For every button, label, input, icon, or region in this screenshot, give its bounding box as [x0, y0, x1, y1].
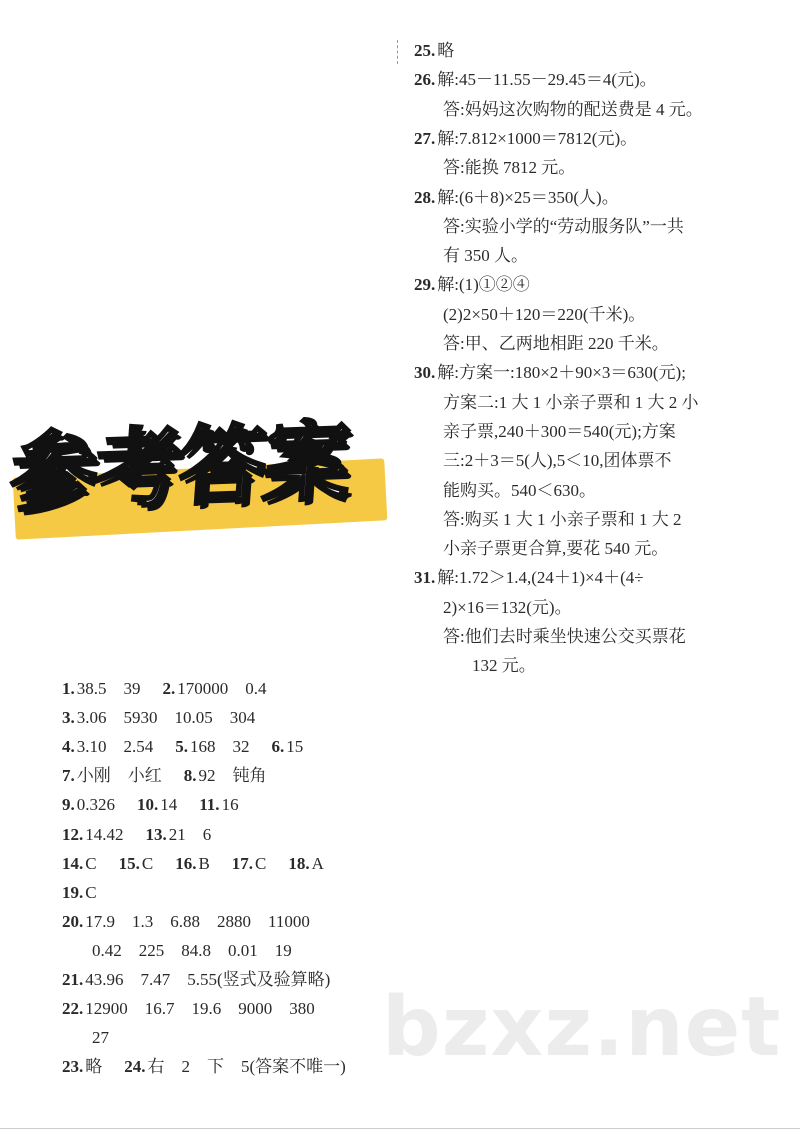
answer-line: [62, 998, 337, 1020]
answer-text: 解:45－11.55－29.45＝4(元)。: [437, 70, 657, 90]
answer-text: 16: [221, 795, 239, 815]
question-number: 29.: [414, 275, 436, 295]
answer-line: [62, 824, 233, 846]
answer-text: 27: [92, 1028, 109, 1048]
answer-item: [119, 854, 154, 873]
answer-line: [443, 597, 594, 619]
answer-line: [414, 567, 666, 589]
answer-line: [443, 304, 667, 326]
question-number: 7.: [62, 766, 75, 786]
answer-item: [92, 1028, 109, 1047]
answer-text: 小刚 小红: [76, 766, 162, 786]
answer-item: [443, 100, 703, 119]
answer-item: [272, 737, 304, 756]
question-number: 3.: [62, 708, 75, 728]
question-number: 1.: [62, 679, 75, 698]
answer-item: [443, 217, 684, 236]
answer-text: 21 6: [168, 824, 212, 844]
answer-text: C: [141, 853, 154, 873]
question-number: 5.: [175, 737, 188, 757]
answer-line: [62, 969, 352, 991]
answer-line: [443, 333, 691, 355]
answer-text: C: [255, 853, 267, 873]
answer-text: 92 钝角: [198, 766, 267, 786]
answer-item: [62, 854, 97, 873]
question-number: 31.: [414, 568, 436, 588]
answer-item: [414, 129, 637, 148]
question-number: 16.: [175, 853, 197, 873]
answer-text: 解:(6＋8)×25＝350(人)。: [437, 187, 619, 207]
question-number: 24.: [124, 1057, 146, 1077]
answer-item: [443, 305, 645, 324]
answer-line: [443, 626, 708, 648]
answer-text: 能购买。540＜630。: [443, 480, 596, 500]
answer-item: [62, 912, 310, 931]
question-number: 2.: [162, 679, 176, 698]
question-number: 21.: [62, 970, 84, 989]
answer-text: C: [85, 853, 97, 873]
answer-text: 答:实验小学的“劳动服务队”一共: [443, 216, 684, 236]
answer-text: C: [85, 882, 97, 902]
answer-item: [62, 825, 124, 844]
answer-text: 右 2 下 5(答案不唯一): [147, 1057, 346, 1077]
question-number: 27.: [414, 128, 436, 148]
answer-line: [414, 362, 708, 384]
answer-text: 43.96 7.47 5.55(竖式及验算略): [85, 970, 331, 989]
answer-item: [414, 363, 686, 382]
answer-text: 答:甲、乙两地相距 220 千米。: [443, 334, 669, 353]
answer-line: [92, 1027, 131, 1049]
answer-line: [92, 940, 314, 962]
answer-line: [62, 678, 289, 700]
answer-text: 2)×16＝132(元)。: [443, 597, 572, 617]
question-number: 15.: [118, 853, 140, 873]
question-number: 9.: [62, 795, 75, 815]
answer-text: B: [198, 853, 210, 873]
answer-text: 14.42: [85, 824, 124, 844]
answer-line: [62, 765, 289, 787]
answer-line: [443, 450, 694, 472]
answer-item: [62, 737, 153, 756]
answer-line: [62, 1056, 368, 1078]
answer-text: A: [311, 853, 324, 873]
answer-item: [414, 275, 530, 294]
answer-line: [414, 128, 659, 150]
answer-text: 解:方案一:180×2＋90×3＝630(元);: [437, 363, 686, 383]
answer-item: [62, 679, 141, 698]
question-number: 11.: [199, 795, 220, 815]
answer-item: [443, 422, 676, 441]
answer-item: [443, 627, 686, 646]
answer-line: [443, 538, 690, 560]
answer-line: [443, 480, 618, 502]
answer-item: [414, 41, 454, 60]
answer-item: [414, 70, 657, 89]
answer-item: [443, 510, 681, 529]
answer-item: [443, 598, 572, 617]
question-number: 6.: [271, 737, 285, 757]
answer-item: [92, 941, 292, 960]
answer-line: [443, 216, 706, 238]
column-divider: [397, 40, 398, 64]
answer-line: [443, 99, 725, 121]
question-number: 10.: [137, 795, 159, 815]
answer-item: [62, 883, 97, 902]
answer-text: 答:妈妈这次购物的配送费是 4 元。: [443, 99, 703, 119]
answer-line: [443, 245, 550, 267]
answer-text: 14: [160, 795, 178, 815]
answer-key-banner: [8, 398, 408, 548]
question-number: 25.: [414, 41, 436, 60]
question-number: 19.: [62, 882, 84, 902]
answer-item: [443, 539, 668, 558]
answer-text: 有 350 人。: [443, 246, 528, 266]
page-title: 参考答案: [7, 412, 352, 524]
answer-item: [288, 854, 324, 873]
question-number: 20.: [62, 911, 84, 931]
answer-line: [443, 509, 703, 531]
answer-text: 38.5 39: [76, 679, 141, 698]
answer-item: [62, 708, 255, 727]
answer-line: [62, 736, 325, 758]
answer-item: [199, 795, 238, 814]
answer-text: 略: [85, 1057, 103, 1077]
answer-item: [443, 334, 669, 353]
answer-text: 0.42 225 84.8 0.01 19: [92, 940, 292, 960]
answer-text: 三:2＋3＝5(人),5＜10,团体票不: [443, 451, 672, 471]
answer-text: 答:他们去时乘坐快速公交买票花: [443, 627, 686, 646]
answer-item: [146, 825, 212, 844]
answer-item: [443, 158, 575, 177]
answer-text: 3.10 2.54: [76, 737, 154, 757]
answer-text: 略: [437, 41, 455, 60]
answer-item: [137, 795, 177, 814]
answer-line: [414, 40, 476, 62]
question-number: 28.: [414, 187, 436, 207]
question-number: 4.: [62, 737, 75, 757]
answer-line: [62, 707, 277, 729]
answer-line: [62, 853, 346, 875]
answer-text: 方案二:1 大 1 小亲子票和 1 大 2 小: [443, 392, 699, 412]
answer-text: 168 32: [190, 737, 250, 757]
answer-text: 解:7.812×1000＝7812(元)。: [437, 128, 638, 148]
answer-line: [414, 187, 641, 209]
answer-item: [175, 854, 210, 873]
answer-line: [62, 911, 332, 933]
answer-item: [472, 656, 536, 675]
answer-text: 15: [286, 737, 304, 757]
bottom-border: [0, 1128, 800, 1129]
answer-text: 12900 16.7 19.6 9000 380: [85, 999, 315, 1019]
answer-item: [443, 481, 596, 500]
answer-item: [184, 766, 267, 785]
question-number: 14.: [62, 853, 84, 873]
question-number: 18.: [288, 853, 310, 873]
question-number: 13.: [145, 824, 167, 844]
answer-item: [414, 188, 619, 207]
answer-text: 亲子票,240＋300＝540(元);方案: [443, 421, 676, 441]
question-number: 26.: [414, 70, 436, 90]
answer-line: [443, 421, 698, 443]
answer-line: [414, 274, 552, 296]
answer-text: 解:(1)①②④: [437, 275, 530, 295]
question-number: 8.: [183, 766, 197, 786]
answer-text: 解:1.72＞1.4,(24＋1)×4＋(4÷: [437, 568, 644, 588]
answer-item: [443, 451, 672, 470]
answer-item: [175, 737, 249, 756]
answer-item: [443, 393, 698, 412]
answer-item: [124, 1057, 346, 1076]
answer-text: 17.9 1.3 6.88 2880 11000: [85, 911, 310, 931]
answer-item: [232, 854, 267, 873]
answer-item: [414, 568, 644, 587]
answer-item: [163, 679, 267, 698]
answer-text: (2)2×50＋120＝220(千米)。: [443, 304, 646, 324]
answer-item: [443, 246, 528, 265]
answer-line: [472, 655, 558, 677]
answer-text: 答:能换 7812 元。: [443, 158, 576, 178]
answer-line: [443, 157, 597, 179]
answer-text: 3.06 5930 10.05 304: [76, 708, 256, 728]
answer-text: 170000 0.4: [177, 679, 267, 698]
question-number: 17.: [231, 853, 254, 873]
answer-text: 答:购买 1 大 1 小亲子票和 1 大 2: [443, 509, 682, 529]
question-number: 30.: [414, 363, 436, 383]
answer-text: 0.326: [76, 795, 115, 815]
watermark: bzxz.net: [382, 980, 782, 1075]
answer-item: [62, 999, 315, 1018]
answer-line: [62, 882, 119, 904]
answer-line: [62, 794, 261, 816]
answer-text: 小亲子票更合算,要花 540 元。: [443, 539, 669, 559]
answer-item: [62, 1057, 102, 1076]
answer-line: [414, 69, 679, 91]
answer-item: [62, 795, 115, 814]
answer-text: 132 元。: [472, 656, 536, 676]
answer-item: [62, 970, 330, 989]
answer-line: [443, 392, 720, 414]
question-number: 22.: [62, 999, 84, 1019]
question-number: 12.: [62, 824, 84, 844]
answer-item: [62, 766, 162, 785]
question-number: 23.: [62, 1057, 84, 1077]
